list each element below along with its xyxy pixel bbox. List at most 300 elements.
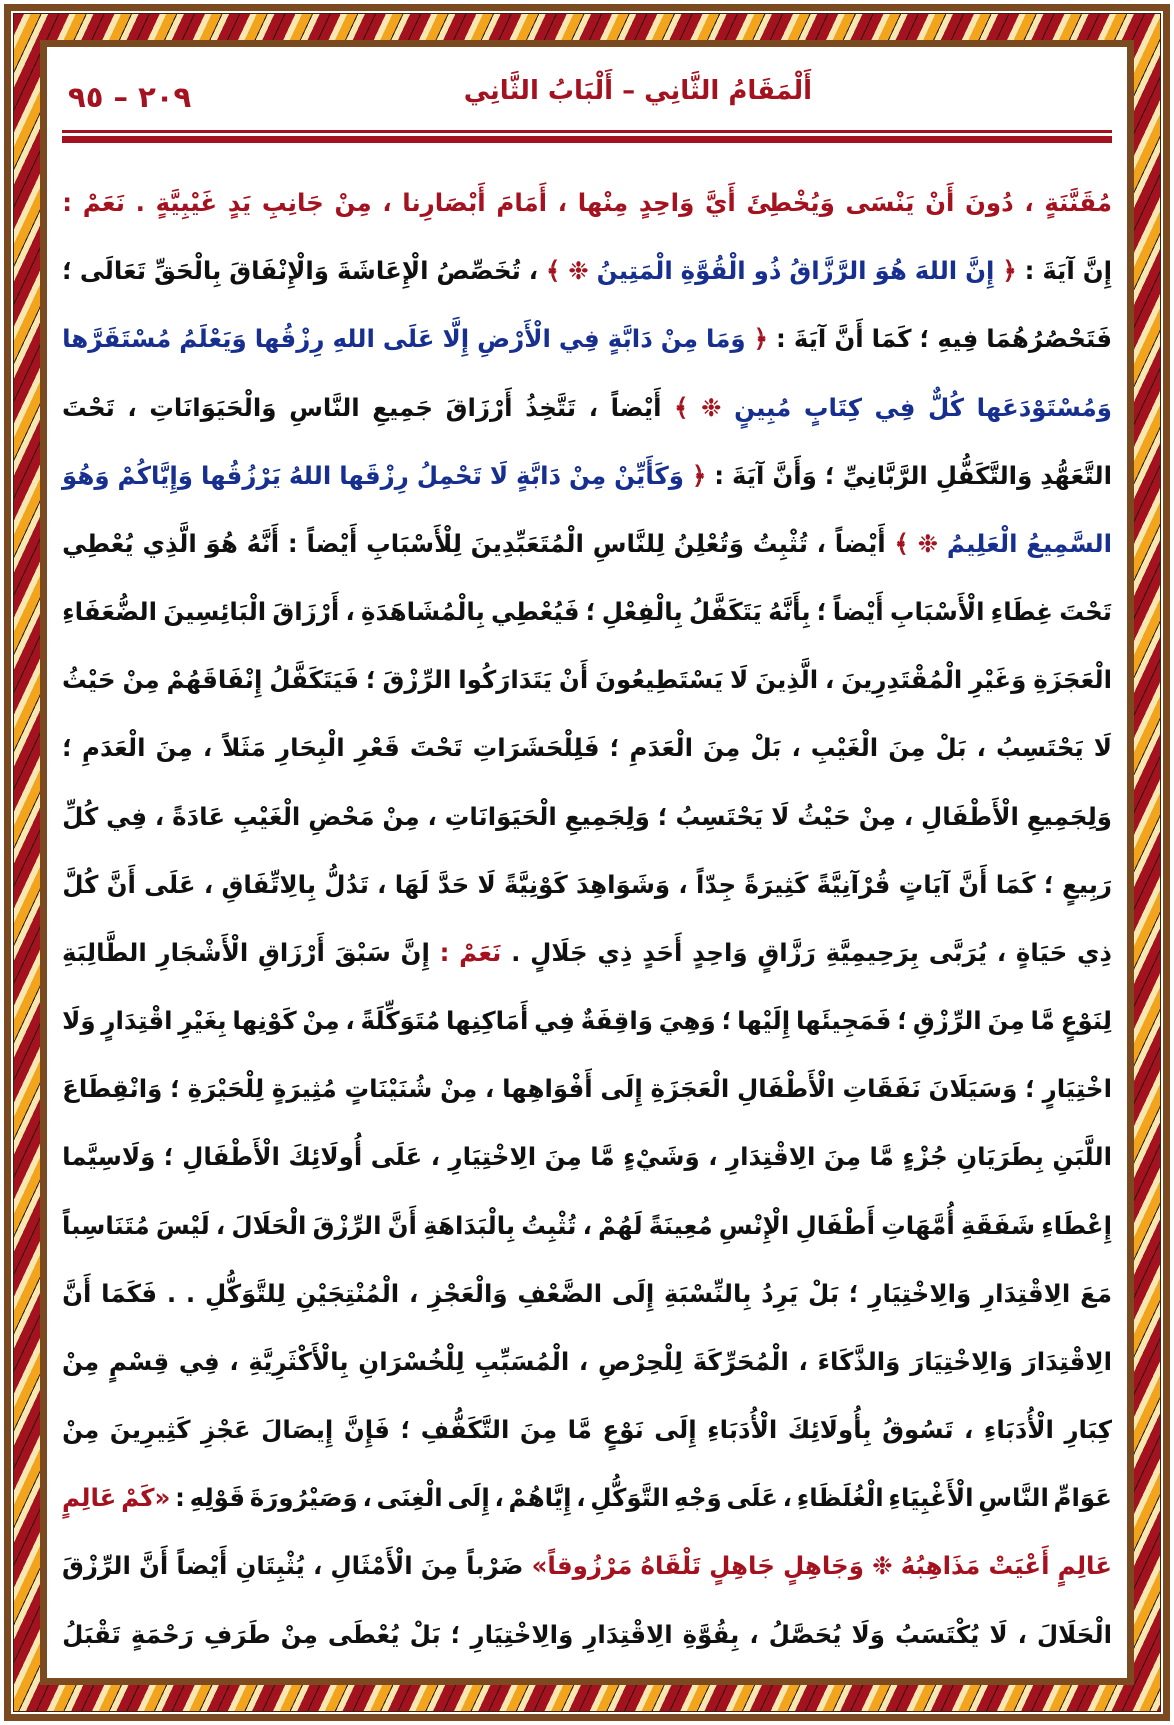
text-token: . [166,1278,177,1308]
text-token: جُزْءٍ [902,1142,948,1172]
text-token: تَدُلُّ [324,869,369,899]
text-token: فَلِلْحَشَرَاتِ [472,733,600,763]
text-token: ؛ [609,733,620,763]
text-token: نَعَمْ [459,937,502,967]
text-token: ، [362,1483,372,1513]
text-token: : [714,460,725,490]
text-token: ❉ [568,256,589,286]
text-token: ، [494,1483,504,1513]
text-token: يَرْزُقُها [200,460,281,490]
text-token: أَنَّ [62,1278,92,1308]
text-token: ؛ [365,665,376,695]
text-token: ؛ [919,324,930,354]
text-token: فَيَتَكَفَّلُ [269,665,359,695]
text-token: تَعَالَى [79,256,147,286]
text-token: وَإِيَّاكُمْ [117,460,194,490]
text-token: تَحْتَ [1059,597,1112,627]
text-token: جَانِبِ [261,188,324,217]
text-token: أَنْ [925,188,955,217]
text-token: يَسْتَطِيعُونَ [595,665,724,695]
text-token: ؛ [816,597,827,627]
text-token: إِلَى [611,1278,655,1308]
text-token: ، [678,869,688,899]
text-token: آيَةَ [731,460,765,490]
text-token: وَاقِفَةٌ [580,1006,653,1036]
text-token: ، [127,392,137,422]
text-token: جَلَالٍ [530,937,588,967]
text-token: الِاخْتِيَارِ [448,1142,537,1172]
text-token: طَرَفِ [203,1619,271,1649]
text-token: تَحْتَ [62,392,115,422]
text-token: ، [229,1346,239,1376]
text-token: جَمِيعِ [372,392,434,422]
text-token: . [185,1278,196,1308]
text-token: سَبْقَ [334,937,391,967]
text-token: فَيُعْطِي [491,597,580,627]
text-token: الَّذِي [142,528,197,558]
text-token: دُونَ [965,188,1014,217]
text-token: ، [485,1074,495,1104]
text-token: الَّذِينَ [755,665,819,695]
text-token: ❉ [701,392,722,422]
text-token: أَنَّهُ [246,528,280,558]
text-token: مِنَ [544,1142,582,1172]
text-token: الِاقْتِدَارِ [726,1142,816,1172]
text-line [62,442,1112,510]
text-token: وَكَأَيِّنْ [614,460,685,490]
text-token: الْأَغْبِيَاءِ [888,1483,974,1513]
text-token: ﴾ [674,392,689,422]
text-token: ، [976,733,986,763]
text-token: مَذَاهِبُهُ [900,1551,981,1581]
text-token: مَّا [590,1142,615,1172]
text-token: فِي [558,324,600,354]
text-token: عَالِمٍ [1057,1551,1112,1581]
text-token: ، [202,733,213,763]
text-token: بَلْ [409,1619,441,1649]
text-token: : [62,188,73,217]
page-header [62,62,1112,124]
text-token: مِنَ [888,733,926,763]
text-token: مِنْ [858,801,896,831]
text-token: بِالْمُشَاهَدَةِ [361,597,485,627]
text-token: كَمَا [995,869,1036,899]
text-token: ، [903,801,914,831]
text-token: مِنْ [440,1074,478,1104]
text-token: لِلنَّاسِ [592,528,665,558]
text-token: حَيْثُ [797,801,851,831]
text-token: تُخَصِّصُ [436,256,521,286]
text-token: جِدّاً [695,869,737,899]
text-token: أَمَامَ [496,188,548,217]
text-token: الْمُقْتَدِرِينَ [841,665,963,695]
text-token: إِنَّ [400,937,430,967]
text-token: ، [1017,1619,1027,1649]
text-token: وَالْإِنْفَاقَ [229,256,330,286]
text-token: أَرْزَاقِ [257,937,325,967]
text-token: الْغَيْبِ [232,801,301,831]
text-token: بِطَرَيَانِ [956,1142,1044,1172]
text-token: دَابَّةٍ [607,324,653,354]
text-token: وَالِاخْتِيَارَ [910,1346,1013,1376]
text-token: هُوَ [205,528,238,558]
text-token: الْمُنْتِجَيْنِ [295,1278,400,1308]
text-token: الْمُحَرِّكَةَ [692,1346,789,1376]
text-token: ؛ [585,597,596,627]
text-token: مُتَنَاسِباً [62,1210,150,1240]
text-token: أَنَّ [834,324,864,354]
text-token: فَإِنَّ [343,1415,390,1445]
text-token: وَمَا [706,324,746,354]
page-content [62,62,1112,1663]
text-token: ضَرْباً [466,1551,524,1581]
text-token: وَالِاخْتِيَارِ [868,1278,972,1308]
text-token: يَدٍ [227,188,252,217]
divider-thick-rule [62,136,1112,143]
text-token: ؛ [848,1278,859,1308]
text-token: تَلْقَاهُ [640,1551,702,1581]
text-token: التَّوَكُّلِ [590,1483,670,1513]
text-token: الِاقْتِدَارِ [583,1619,673,1649]
text-token: مُتَوَكِّلَةً [360,1006,441,1036]
text-token: أَيْضاً [834,528,886,558]
text-token: الْأَطْفَالِ [736,1074,835,1104]
text-token: التَّعَهُّدِ [1040,460,1112,490]
text-token: عَلَى [726,1483,778,1513]
text-token: تَحْتَ [409,733,463,763]
text-token: إِنَّ [1082,256,1112,286]
text-token: ، [576,1483,586,1513]
text-token: لَا [771,801,790,831]
text-token: النَّاسِ [978,1483,1049,1513]
text-token: مِنَ [519,1415,558,1445]
text-token: فِي [106,801,147,831]
text-token: مِنَ [703,733,741,763]
text-token: التَّكَفُّفِ [420,1415,510,1445]
text-token: ؛ [1025,1074,1035,1104]
text-token: الْأَمْثَالِ [330,1551,413,1581]
text-token: الْإِنْسِ [718,1210,790,1240]
text-token: إِلَّا [442,324,470,354]
text-token: ، [408,1278,419,1308]
text-line [62,578,1112,646]
text-token: يَرِدُ [761,1278,799,1308]
text-token: اللهَ [914,256,958,286]
text-token: الْبِحَارِ [276,733,345,763]
text-token: لَهَا [394,869,430,899]
text-token: مِنْها [577,188,629,217]
text-token: كِبَارِ [1064,1415,1112,1445]
text-line [62,851,1112,919]
text-token: رَزَّاقٍ [757,937,816,967]
text-token: الرِّزْقِ [912,1006,982,1036]
text-token: إِيصَالَ [261,1415,334,1445]
text-line [62,646,1112,714]
text-token: الِاقْتِدَارِ [980,1278,1071,1308]
text-token: ؛ [1043,869,1054,899]
text-token: هُوَ [874,256,907,286]
text-token: وَلَا [851,1619,885,1649]
text-token: ﴿ [753,324,768,354]
text-token: كَوْنِيَّةً [504,869,568,899]
text-token: بِالْفِعْلِ [601,597,683,627]
text-token: ؛ [897,1006,908,1036]
text-token: ؛ [62,256,72,286]
text-line [62,1464,1112,1532]
text-token: وَتُعْلِنُ [673,528,744,558]
text-line [62,1055,1112,1123]
text-token: الْأَرْضِ [477,324,551,354]
text-token: مِنَ [987,1006,1025,1036]
text-token: تَحْمِلُ [416,460,482,490]
text-token: ؛ [62,733,72,763]
text-token: ، [782,1483,792,1513]
text-token: وَيَعْلَمُ [179,324,247,354]
text-token: ، [215,1210,226,1240]
text-token: ، [557,188,568,217]
text-token: الْحَلَالَ [1036,1619,1112,1649]
text-token: وَجْهِ [673,1483,722,1513]
text-token: الْأَسْبَابِ [889,597,985,627]
text-token: ؛ [657,801,668,831]
text-token: عَجْزِ [201,1415,251,1445]
text-token: وَمُسْتَوْدَعَها [976,392,1112,422]
text-token: وَالتَّكَفُّلِ [935,460,1033,490]
text-token: الْأَطْفَالِ [182,1142,280,1172]
text-token: «كَمْ [121,1483,171,1513]
text-token: فَكَمَا [101,1278,158,1308]
text-token: قِسْمٍ [108,1346,170,1376]
text-token: وَاحِدٍ [692,937,748,967]
text-token: أَيْضاً [832,597,884,627]
text-token: تَقْبَلُ [62,1619,121,1649]
text-token: فِي [534,1006,575,1036]
header-divider [62,130,1112,143]
text-token: فِي [874,392,916,422]
text-token: أَرْزَاقَ [445,392,513,422]
text-token: إِنَّ [965,256,995,286]
text-line [62,1396,1112,1464]
text-token: بَلْ [750,733,782,763]
text-token: لَا [989,1619,1008,1649]
text-token: وَجَاهِلٍ [783,1551,864,1581]
text-token: قُرْآنِيَّةً [816,869,891,899]
text-token: أَفْوَاهِها [502,1074,593,1104]
text-line [62,1192,1112,1260]
text-token: وَهُوَ [62,460,110,490]
text-token: يَنْسَى [845,188,915,217]
text-token: أَنَّ [138,1551,169,1581]
text-token: كِتَابٍ [803,392,862,422]
text-token: وَلَاسِيَّما [62,1142,156,1172]
text-token: أَيْضاً [306,528,358,558]
text-token: الْأُدَبَاءِ [983,1415,1054,1445]
text-token: . [511,937,521,967]
text-token: مُعِينَةً [648,1210,713,1240]
text-line [62,305,1112,373]
text-token: مَّا [1030,1006,1055,1036]
text-token: لَا [477,869,496,899]
text-token: إِلَى [600,1074,643,1104]
text-token: وَانْقِطَاعَ [62,1074,163,1104]
text-token: عَادَةً [172,801,226,831]
text-token: عَلَى [382,324,435,354]
text-token: لَيْسَ [155,1210,210,1240]
text-token: كُلِّ [62,801,99,831]
text-token: . [135,188,145,217]
text-token: وَالذَّكَاءَ [817,1346,901,1376]
text-token: الْغِنَى [376,1483,443,1513]
text-token: بِقُوَّةِ [682,1619,740,1649]
text-token: ، [312,1551,323,1581]
text-token: فِيهِ [937,324,979,354]
text-token: عَلَى [370,1142,423,1172]
text-token: رِزْقَها [339,460,409,490]
text-token: أَمَاكِنِها [445,1006,529,1036]
text-token: وَالِاخْتِيَارِ [470,1619,574,1649]
text-token: كَوْنِها [232,1006,297,1036]
text-token: فَمَجِيئَها [795,1006,892,1036]
text-token: الضَّعْفِ [517,1278,603,1308]
text-token: عَالِمٍ [62,1483,117,1513]
text-token: أَعْيَتْ [988,1551,1050,1581]
text-token: ❉ [917,528,939,558]
text-token: يُكْتَسَبُ [894,1619,980,1649]
text-token: كَمَا [871,324,912,354]
text-token: إِعْطَاءِ [1041,1210,1112,1240]
text-token: يَحْتَسِبُ [995,733,1084,763]
text-line [62,919,1112,987]
text-token: جَاهِلٍ [709,1551,775,1581]
text-token: الِاقْتِدَارَ [1022,1346,1112,1376]
text-token: كُلٌّ [927,392,965,422]
text-token: لِلْحِرْصِ [597,1346,683,1376]
text-line [62,987,1112,1055]
text-token: الرِّزْقَ [312,1210,382,1240]
text-token: أَنَّ [106,869,136,899]
text-token: ؛ [824,460,835,490]
text-token: مَثَلاً [222,733,266,763]
text-token: إِلَيْها [737,1006,791,1036]
text-token: : [1024,256,1035,286]
text-token: تَسُوقُ [882,1415,954,1445]
text-token: الرَّبَّانِيِّ [842,460,928,490]
text-token: الْحَلَالَ [231,1210,307,1240]
text-token: الْمُتَعَبِّدِينَ [470,528,584,558]
text-line [62,1123,1112,1191]
text-token: أُولَائِكَ [288,1142,363,1172]
text-token: لَا [730,665,749,695]
text-token: وَغَيْرِ [969,665,1027,695]
text-token: اللهُ [288,460,332,490]
text-token: أَنَّ [958,869,988,899]
text-token: بِالْبَدَاهَةِ [423,1210,516,1240]
text-token: رَبِيعٍ [1061,869,1112,899]
text-token: مِنَ [155,733,193,763]
text-token: الْعَجَزَةِ [650,1074,730,1104]
text-token: بِأَنَّهُ [768,597,811,627]
text-token: أَيْضاً [176,1551,228,1581]
text-token: بَلْ [807,1278,840,1308]
text-token: اللهِ [332,324,375,354]
text-token: مَرْزُوقاً» [531,1551,633,1581]
text-token: ، [430,1142,441,1172]
text-token: اقْتِدَارٍ [101,1006,173,1036]
text-token: بِغَيْرِ [178,1006,227,1036]
text-line [62,1601,1112,1669]
text-token: الْبَائِسِينَ [163,597,267,627]
text-token: الْحَيَوَانَاتِ [444,801,557,831]
text-token: وَاحِدٍ [638,188,695,217]
text-token: غَيْبِيَّةٍ [155,188,218,217]
text-token: ، [382,188,392,217]
text-token: ، [578,1346,589,1376]
text-token: النَّاسِ [289,392,360,422]
text-token: وَأَنَّ [772,460,817,490]
text-token: الْإِعَاشَةَ [336,256,429,286]
text-token: ﴿ [1002,256,1017,286]
text-token: تُثْبِتُ [521,1210,577,1240]
page-title: أَلْمَقَامُ الثَّانِي – أَلْبَابُ الثَّانِي [463,76,812,106]
text-token: لِلْحَيْرَةِ [187,1074,265,1104]
text-token: ؛ [450,1619,461,1649]
text-token: مِنْ [302,1006,340,1036]
text-token: : [287,528,298,558]
text-token: نَعَمْ [82,188,125,217]
text-token: مِنْ [334,188,372,217]
text-token: مَحْضِ [308,801,375,831]
text-token: مِنَ [823,1142,862,1172]
text-token: بِأُولَائِكَ [787,1415,872,1445]
text-token: الْعَدَمِ [629,733,693,763]
text-token: أَحَدٍ [642,937,683,967]
text-token: ؛ [170,1074,180,1104]
text-token: الْمُسَبِّبِ [474,1346,570,1376]
text-token: يُعْطَى [327,1619,400,1649]
text-token: : [776,324,786,354]
text-token: ، [203,869,214,899]
text-token: : [175,1483,185,1513]
text-token: الْقُوَّةِ [680,256,746,286]
text-token: مُسْتَقَرَّها [62,324,172,354]
text-token: آيَةَ [1042,256,1075,286]
text-token: الْمَتِينُ [596,256,673,286]
text-token: مُقَنَّنَةٍ [1044,188,1112,217]
text-line [62,374,1112,442]
text-line [62,237,1112,305]
text-token: ، [377,869,387,899]
text-token: ، [345,597,355,627]
text-line [62,783,1112,851]
text-token: بِالْحَقِّ [153,256,222,286]
text-token: رِزْقُها [254,324,325,354]
text-token: يَتَدَارَكُوا [458,665,553,695]
text-token: كَثِيرَةً [744,869,809,899]
text-token: ، [708,1142,718,1172]
text-token: ، [798,1346,808,1376]
text-token: مِنْ [62,1346,100,1376]
text-token: لِلْخُسْرَانِ [358,1346,465,1376]
text-token: أَنْ [558,665,589,695]
text-token: ، [154,801,165,831]
text-token: وَهِيَ [658,1006,716,1036]
text-token: ، [1024,188,1034,217]
text-token: لَا [1093,733,1112,763]
text-token: الْغُلَظَاءِ [796,1483,884,1513]
text-token: حَدَّ [437,869,470,899]
text-token: ذُو [753,256,782,286]
text-token: شَفَقَةِ [960,1210,1036,1240]
